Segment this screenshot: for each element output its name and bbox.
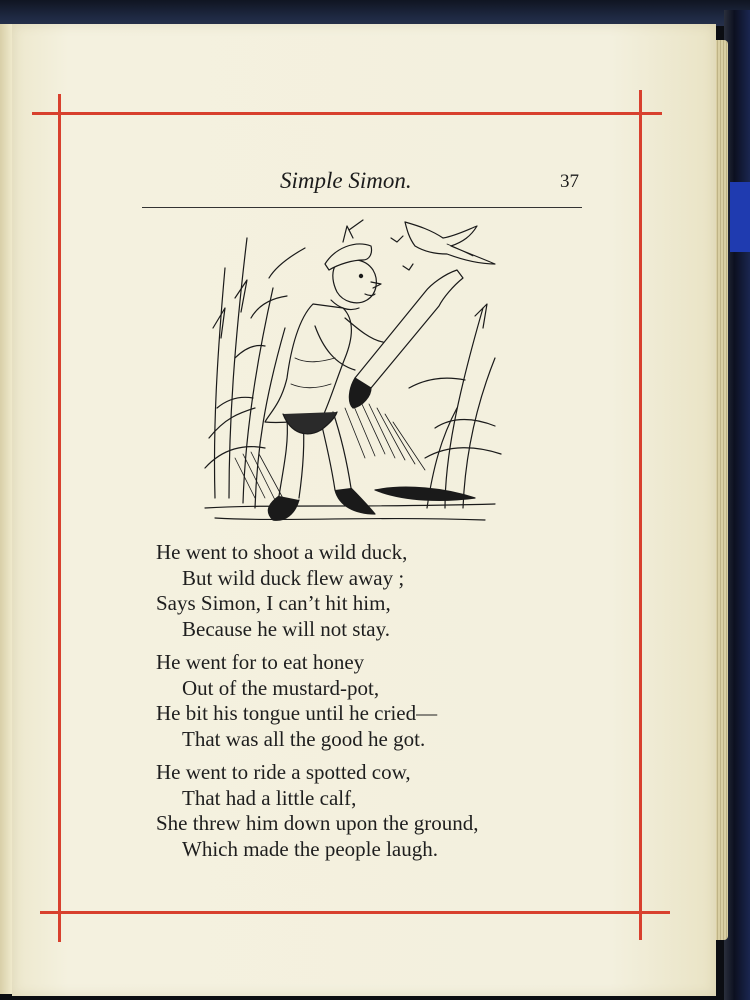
poem-line: That had a little calf, xyxy=(182,785,357,810)
running-title: Simple Simon. xyxy=(280,168,412,193)
poem-line: Says Simon, I can’t hit him, xyxy=(156,591,391,615)
stanza-1 xyxy=(156,540,626,642)
border-rule-left xyxy=(58,94,61,942)
stanza-2 xyxy=(156,650,626,752)
book-cover-top-edge xyxy=(0,0,750,26)
simple-simon-illustration xyxy=(195,208,515,536)
poem-line: He went for to eat honey xyxy=(156,650,365,674)
poem-line: He went to ride a spotted cow, xyxy=(156,760,411,784)
poem-line: But wild duck flew away ; xyxy=(182,565,405,590)
page-number: 37 xyxy=(560,171,579,192)
border-rule-right xyxy=(639,90,642,940)
poem-line: Because he will not stay. xyxy=(182,616,391,641)
poem-line: He bit his tongue until he cried— xyxy=(156,701,438,725)
poem-line: She threw him down upon the ground, xyxy=(156,811,479,835)
poem-line: He went to shoot a wild duck, xyxy=(156,540,408,564)
cover-blue-tab xyxy=(730,182,750,252)
stanza-3 xyxy=(156,760,626,862)
poem-line: Which made the people laugh. xyxy=(182,836,438,861)
border-rule-bottom xyxy=(40,911,670,914)
border-rule-top xyxy=(32,112,662,115)
poem xyxy=(156,540,626,870)
poem-line: Out of the mustard-pot, xyxy=(182,675,380,700)
poem-line: That was all the good he got. xyxy=(182,726,426,751)
